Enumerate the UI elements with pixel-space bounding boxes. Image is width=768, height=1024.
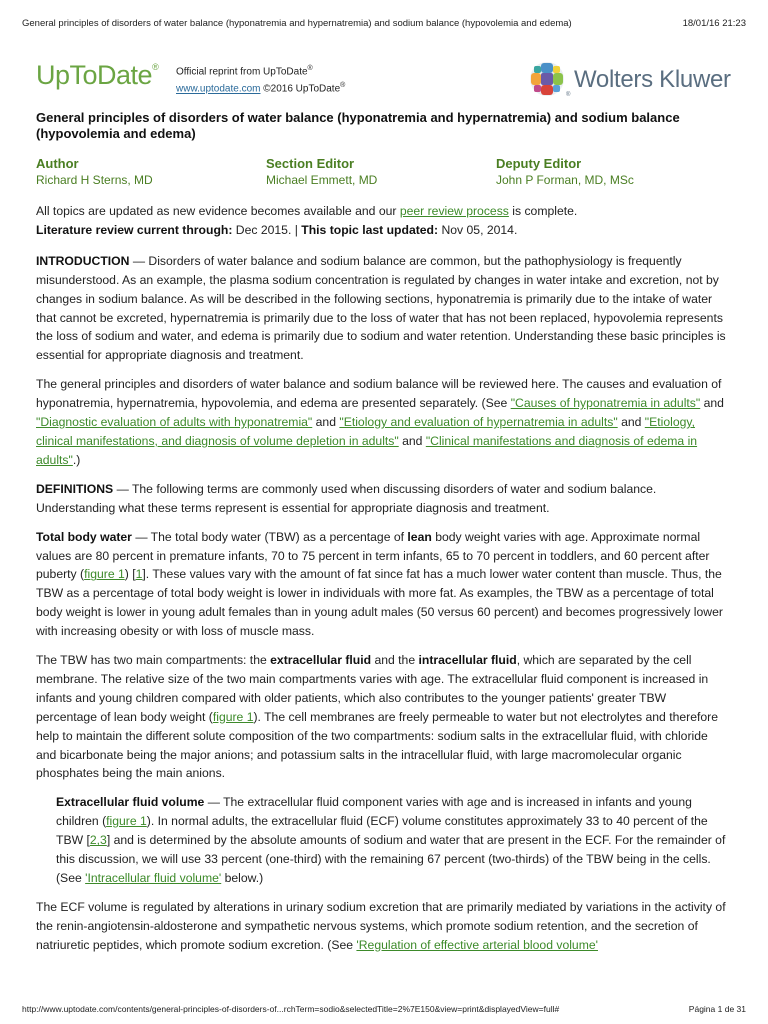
tbw-text: ) [ <box>124 567 136 582</box>
ecf-volume-text: ] and is determined by the absolute amounts of sodium and water that are present in the ECF. For the remainder of this discussion, we will use 33 percent (one-third) with the remaining 67 percent (two-thirds) of the TBW being in the cells. (See <box>56 833 726 885</box>
deputy-editor-block <box>496 156 726 188</box>
article-content <box>36 110 730 965</box>
wolters-kluwer-mark-icon <box>528 60 566 98</box>
lit-review-value: Dec 2015. | <box>232 222 302 237</box>
ecf-term: extracellular fluid <box>270 653 372 668</box>
reprint-notice <box>176 62 345 97</box>
connector-text: and <box>700 396 724 411</box>
review-status <box>36 202 730 240</box>
print-header <box>22 18 746 32</box>
uptodate-logo-text: UpToDate <box>36 60 153 90</box>
tbw-text: — The total body water (TBW) as a percentage of <box>131 529 408 544</box>
uptodate-site-link[interactable]: www.uptodate.com <box>176 83 261 95</box>
reference-1-link[interactable]: 1 <box>135 567 143 582</box>
figure-1-link[interactable]: figure 1 <box>84 567 125 582</box>
reference-2-3-link[interactable]: 2,3 <box>89 833 107 848</box>
reprint-mark: ® <box>307 65 313 72</box>
deputy-editor-name[interactable]: John P Forman, MD, MSc <box>496 173 634 187</box>
ecf-regulation-paragraph <box>36 898 730 955</box>
review-outro: is complete. <box>508 204 578 218</box>
print-header-title: General principles of disorders of water balance (hyponatremia and hypernatremia) and sodium balance (hypovolemia and edema) <box>22 18 572 29</box>
introduction-heading: INTRODUCTION <box>36 253 130 268</box>
review-intro: All topics are updated as new evidence becomes available and our <box>36 204 400 218</box>
ecf-volume-heading: Extracellular fluid volume <box>56 795 205 810</box>
tbw-text: body weight varies with age. Approximate normal values are 80 percent in premature infants, 70 to 75 percent in term infants, 65 to 70 percent in toddlers, and 60 percent after puberty ( <box>36 529 710 582</box>
link-diagnostic-evaluation[interactable]: "Diagnostic evaluation of adults with hyponatremia" <box>36 415 313 430</box>
general-paragraph <box>36 375 730 470</box>
definitions-text: — The following terms are commonly used when discussing disorders of water and sodium balance. Understanding what these terms represent is essential for appropriate diagnosis and treatment. <box>36 481 657 515</box>
section-editor-label: Section Editor <box>266 156 355 171</box>
deputy-editor-label: Deputy Editor <box>496 156 582 171</box>
definitions-heading: DEFINITIONS <box>36 481 114 496</box>
tbw-text: ]. These values vary with the amount of fat since fat has a much lower water content than muscle. Thus, the TBW as a percentage of total body weight is lower in individuals with more fat. As examples, the TBW as a percentage of total body weight is lower in young adult females than in young adult males (50 versus 60 percent) and becomes progressively lower with increasing obesity or with loss of muscle mass. <box>36 567 723 639</box>
wolters-kluwer-text: Wolters Kluwer <box>574 66 731 93</box>
connector-text: and <box>312 415 340 430</box>
connector-text: and <box>617 415 645 430</box>
definitions-paragraph <box>36 480 730 518</box>
compartments-text: ). The cell membranes are freely permeable to water but not electrolytes and therefore help to maintain the different solute composition of the two compartments: sodium salts in the extracellular fluid, with chloride and bicarbonate being the major anions; and potassium salts in the intracellular fluid, with large macromolecular organic phosphates being the main anions. <box>36 709 718 781</box>
print-header-datetime: 18/01/16 21:23 <box>682 18 746 29</box>
connector-text: .) <box>72 452 81 467</box>
author-block <box>36 156 266 188</box>
icf-term: intracellular fluid <box>418 653 517 668</box>
introduction-text: — Disorders of water balance and sodium balance are common, but the pathophysiology is frequently misunderstood. As an example, the plasma sodium concentration is regulated by changes in water intake and excretion, not by changes in sodium balance. As will be described in the following sections, hyponatremia is primarily due to the intake of water that cannot be excreted, hypernatremia is primarily due to the loss of water that has not been replaced, hypovolemia represents the loss of sodium and water, and edema is primarily due to sodium and water retention. Understanding these basic principles is essential for appropriate diagnosis and treatment. <box>36 253 726 363</box>
author-label: Author <box>36 156 79 171</box>
total-body-water-paragraph <box>36 528 730 641</box>
link-etiology-hypernatremia[interactable]: "Etiology and evaluation of hypernatremia in adults" <box>339 415 618 430</box>
compartments-text: The TBW has two main compartments: the <box>36 653 271 668</box>
ecf-volume-text: below.) <box>221 871 264 885</box>
compartments-paragraph <box>36 651 730 783</box>
link-edema[interactable]: "Clinical manifestations and diagnosis of edema in adults" <box>36 433 698 467</box>
last-updated-label: This topic last updated: <box>301 222 439 237</box>
print-footer <box>22 1004 746 1016</box>
ecf-volume-text: ). In normal adults, the extracellular fluid (ECF) volume constitutes approximately 33 to 40 percent of the TBW [ <box>56 814 708 848</box>
link-regulation-arterial-volume[interactable]: 'Regulation of effective arterial blood volume' <box>356 937 598 952</box>
uptodate-logo[interactable] <box>36 60 158 91</box>
article-title: General principles of disorders of water balance (hyponatremia and hypernatremia) and sodium balance (hypovolemia and edema) <box>36 110 680 141</box>
figure-1-link[interactable]: figure 1 <box>106 814 147 829</box>
ecf-volume-paragraph <box>36 793 730 888</box>
total-body-water-heading: Total body water <box>36 529 132 544</box>
tbw-lean-term: lean <box>407 529 432 544</box>
reprint-line: Official reprint from UpToDate <box>176 66 308 78</box>
print-footer-url: http://www.uptodate.com/contents/general-principles-of-disorders-of...rchTerm=sodio&selectedTitle=2%7E150&view=print&displayedView=full# <box>22 1004 560 1014</box>
uptodate-logo-mark: ® <box>152 62 159 72</box>
peer-review-link[interactable]: peer review process <box>399 204 509 218</box>
ecf-regulation-text: The ECF volume is regulated by alterations in urinary sodium excretion that are primarily mediated by variations in the activity of the renin-angiotensin-aldosterone and sympathetic nervous systems, which promote sodium retention, and the secretion of natriuretic peptides, which promote sodium excretion. (See <box>36 899 726 952</box>
connector-text: and <box>398 433 426 448</box>
copyright-mark: ® <box>340 82 346 90</box>
figure-1-link[interactable]: figure 1 <box>212 709 254 724</box>
copyright: ©2016 UpToDate <box>263 83 341 95</box>
brand-row <box>36 58 732 104</box>
lit-review-label: Literature review current through: <box>36 222 233 237</box>
wolters-kluwer-logo[interactable] <box>528 58 732 102</box>
author-name[interactable]: Richard H Sterns, MD <box>36 173 153 187</box>
last-updated-value: Nov 05, 2014. <box>438 222 518 237</box>
section-editor-block <box>266 156 496 188</box>
article-contributors <box>36 156 730 188</box>
wolters-kluwer-mark: ® <box>566 92 571 98</box>
compartments-text: and the <box>371 653 419 668</box>
section-editor-name[interactable]: Michael Emmett, MD <box>266 173 378 187</box>
compartments-text: , which are separated by the cell membrane. The relative size of the two main compartments varies with age. The extracellular fluid component is increased in infants and young children compared with older patients, which also contributes to the younger patients' greater TBW percentage of lean body weight ( <box>36 653 709 724</box>
ecf-volume-text: — The extracellular fluid component varies with age and is increased in infants and young children ( <box>56 795 692 829</box>
link-causes-hyponatremia[interactable]: "Causes of hyponatremia in adults" <box>510 396 701 411</box>
link-volume-depletion[interactable]: "Etiology, clinical manifestations, and diagnosis of volume depletion in adults" <box>36 415 695 448</box>
general-text: The general principles and disorders of water balance and sodium balance will be reviewed here. The causes and evaluation of hyponatremia, hypernatremia, hypovolemia, and edema are presented separately. (See <box>36 377 722 411</box>
introduction-paragraph <box>36 252 730 365</box>
link-intracellular-fluid-volume[interactable]: 'Intracellular fluid volume' <box>85 871 222 885</box>
print-footer-page: Página 1 de 31 <box>688 1004 746 1014</box>
